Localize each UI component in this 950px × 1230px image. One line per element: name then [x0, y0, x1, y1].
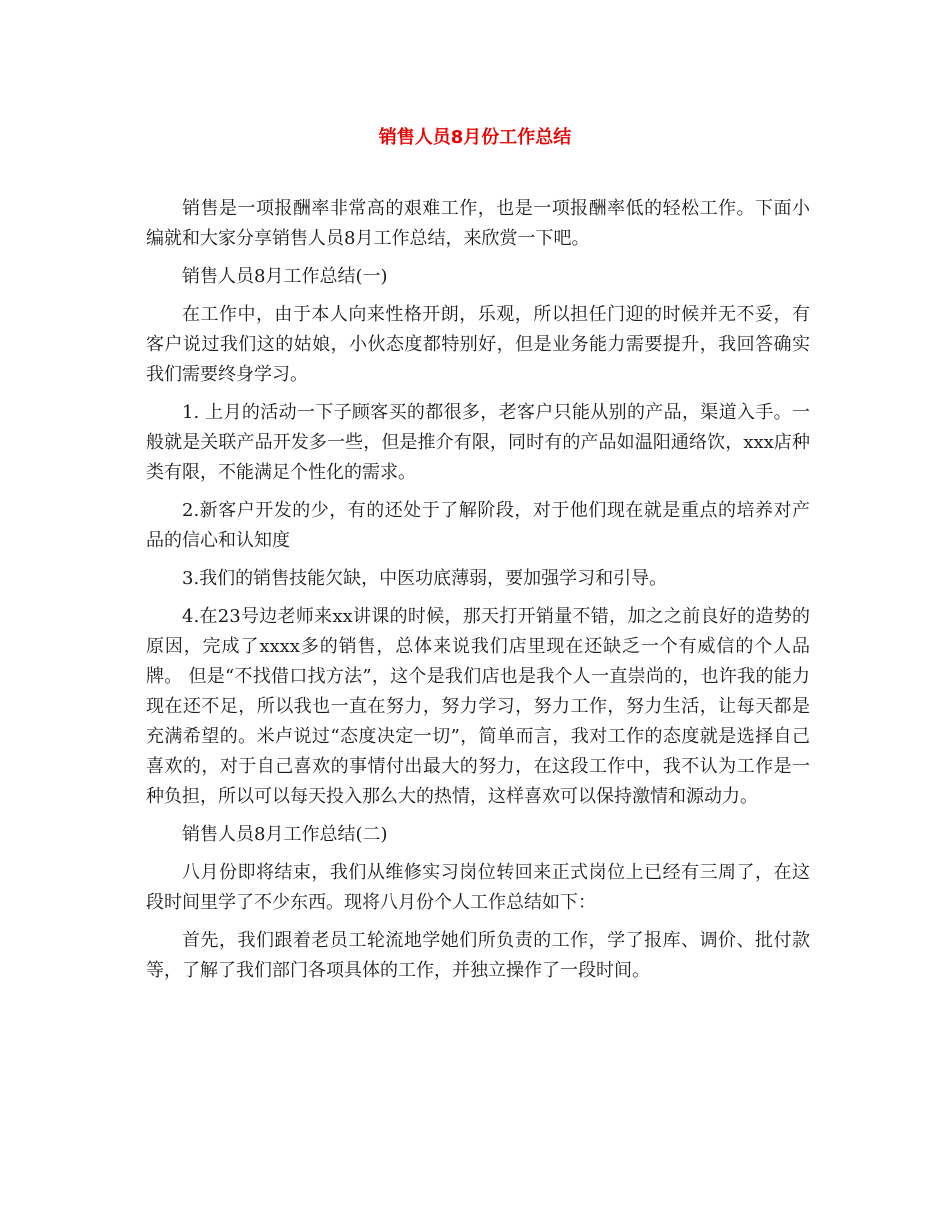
body-paragraph: 在工作中，由于本人向来性格开朗，乐观，所以担任门迎的时候并无不妥，有客户说过我们这的姑娘，小伙态度都特别好，但是业务能力需要提升，我回答确实我们需要终身学习。: [146, 304, 810, 385]
document-body: [146, 194, 810, 994]
section-heading-1: 销售人员8月工作总结(一): [182, 266, 388, 287]
list-item-4: 4.在23号边老师来xx讲课的时候，那天打开销量不错，加之之前良好的造势的原因，完成了xxxx多的销售，总体来说我们店里现在还缺乏一个有威信的个人品牌。 但是“不找借口找方法”，这个是我们店也是我个人一直崇尚的，也许我的能力现在还不足，所以我也一直在努力，努力学习，努力工作，努力生活，让每天都是充满希望的。米卢说过“态度决定一切”，简单而言，我对工作的态度就是选择自己喜欢的，对于自己喜欢的事情付出最大的努力，在这段工作中，我不认为工作是一种负担，所以可以每天投入那么大的热情，这样喜欢可以保持激情和源动力。: [146, 606, 810, 807]
list-item-3: 3.我们的销售技能欠缺，中医功底薄弱，要加强学习和引导。: [182, 568, 668, 589]
intro-paragraph: 销售是一项报酬率非常高的艰难工作，也是一项报酬率低的轻松工作。下面小编就和大家分享销售人员8月工作总结，来欣赏一下吧。: [146, 198, 810, 249]
list-item-1: 1. 上月的活动一下子顾客买的都很多，老客户只能从别的产品，渠道入手。一般就是关联产品开发多一些，但是推介有限，同时有的产品如温阳通络饮，xxx店种类有限，不能满足个性化的需求。: [146, 402, 810, 483]
list-item-2: 2.新客户开发的少，有的还处于了解阶段，对于他们现在就是重点的培养对产品的信心和认知度: [146, 500, 810, 551]
section-heading-2: 销售人员8月工作总结(二): [182, 824, 388, 845]
body-paragraph: 八月份即将结束，我们从维修实习岗位转回来正式岗位上已经有三周了，在这段时间里学了不少东西。现将八月份个人工作总结如下：: [146, 862, 810, 913]
body-paragraph: 首先，我们跟着老员工轮流地学她们所负责的工作，学了报库、调价、批付款等，了解了我们部门各项具体的工作，并独立操作了一段时间。: [146, 930, 810, 981]
document-title: 销售人员8月份工作总结: [378, 127, 572, 148]
